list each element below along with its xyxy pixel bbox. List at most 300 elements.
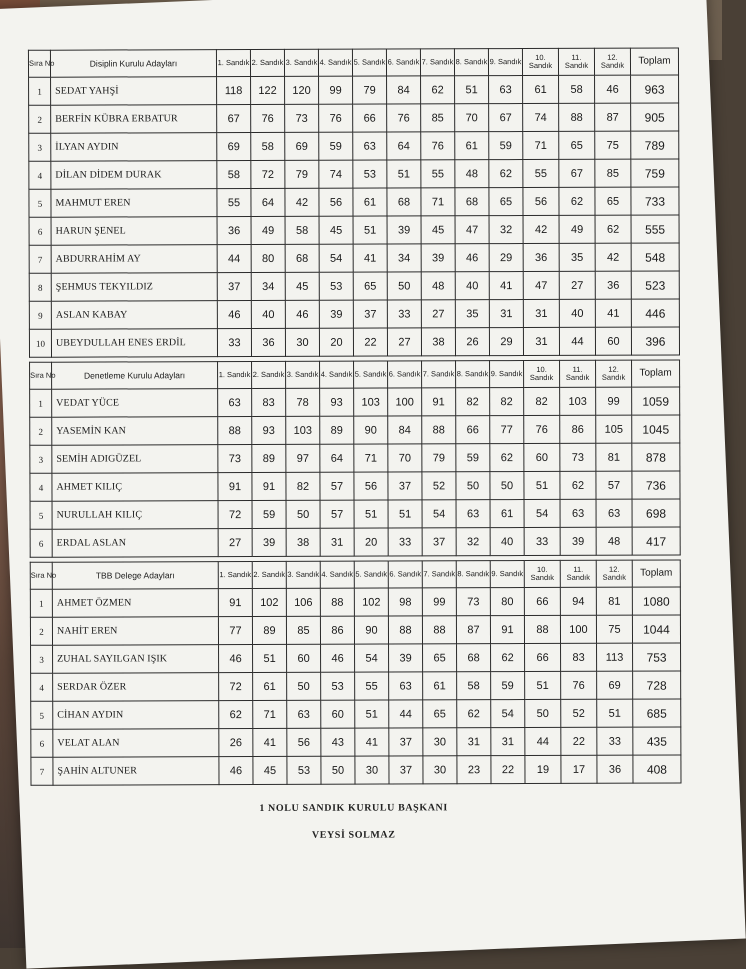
- table-body: [30, 587, 681, 785]
- vote-count: 82: [490, 388, 524, 416]
- column-header-ballot: 1. Sandık: [216, 50, 250, 77]
- table-row: [31, 699, 681, 729]
- vote-count: 51: [253, 644, 287, 672]
- vote-count: 88: [559, 103, 595, 131]
- vote-count: 60: [524, 443, 560, 471]
- vote-count: 55: [217, 189, 251, 217]
- vote-total: 736: [632, 471, 680, 499]
- table-row: [30, 443, 680, 473]
- candidate-name: NURULLAH KILIÇ: [52, 501, 218, 530]
- vote-count: 30: [355, 756, 389, 784]
- vote-count: 40: [490, 528, 524, 556]
- vote-count: 65: [353, 272, 387, 300]
- vote-count: 91: [490, 616, 524, 644]
- vote-count: 35: [559, 243, 595, 271]
- vote-count: 64: [251, 188, 285, 216]
- vote-count: 48: [455, 160, 489, 188]
- candidate-name: ŞAHİN ALTUNER: [53, 757, 219, 786]
- vote-count: 53: [353, 160, 387, 188]
- vote-count: 64: [387, 132, 421, 160]
- table-row: [30, 587, 680, 617]
- column-header-ballot: 3. Sandık: [286, 361, 320, 388]
- vote-count: 77: [218, 617, 252, 645]
- table-header: [30, 560, 680, 589]
- vote-count: 34: [251, 272, 285, 300]
- column-header-ballot: 1. Sandık: [218, 562, 252, 589]
- vote-total: 523: [631, 271, 679, 299]
- vote-count: 79: [353, 76, 387, 104]
- column-header-ballot: 12. Sandık: [596, 560, 632, 587]
- signature-block: [31, 802, 677, 842]
- candidate-name: SERDAR ÖZER: [53, 673, 219, 702]
- vote-total: 1044: [632, 615, 680, 643]
- vote-count: 59: [489, 132, 523, 160]
- vote-count: 63: [489, 76, 523, 104]
- vote-count: 73: [285, 104, 319, 132]
- vote-count: 106: [286, 588, 320, 616]
- vote-count: 57: [320, 472, 354, 500]
- candidate-name: VEDAT YÜCE: [52, 389, 218, 418]
- vote-count: 61: [353, 188, 387, 216]
- vote-count: 68: [285, 244, 319, 272]
- candidate-name: AHMET KILIÇ: [52, 473, 218, 502]
- vote-count: 88: [388, 616, 422, 644]
- vote-count: 41: [253, 728, 287, 756]
- vote-count: 79: [285, 160, 319, 188]
- vote-count: 54: [355, 644, 389, 672]
- vote-total: 396: [631, 327, 679, 355]
- vote-count: 45: [421, 216, 455, 244]
- vote-total: 446: [631, 299, 679, 327]
- vote-count: 76: [421, 132, 455, 160]
- column-header-ballot: 11. Sandık: [558, 48, 594, 75]
- vote-count: 67: [559, 159, 595, 187]
- vote-count: 76: [251, 104, 285, 132]
- vote-count: 47: [455, 216, 489, 244]
- vote-count: 35: [455, 300, 489, 328]
- vote-count: 19: [525, 755, 561, 783]
- vote-count: 86: [560, 415, 596, 443]
- vote-count: 47: [523, 271, 559, 299]
- vote-count: 33: [597, 727, 633, 755]
- column-header-ballot: 2. Sandık: [252, 361, 286, 388]
- vote-total: 1080: [632, 587, 680, 615]
- vote-count: 66: [524, 587, 560, 615]
- vote-count: 82: [456, 388, 490, 416]
- table-row: [29, 243, 679, 273]
- vote-count: 100: [388, 388, 422, 416]
- column-header-ballot: 5. Sandık: [354, 561, 388, 588]
- table-row: [29, 327, 679, 357]
- vote-count: 50: [490, 472, 524, 500]
- vote-count: 63: [218, 389, 252, 417]
- vote-count: 91: [218, 589, 252, 617]
- vote-count: 60: [595, 327, 631, 355]
- vote-count: 44: [559, 327, 595, 355]
- vote-count: 29: [489, 244, 523, 272]
- table-row: [29, 131, 679, 161]
- vote-count: 44: [525, 727, 561, 755]
- chair-name: VEYSİ SOLMAZ: [311, 829, 396, 841]
- vote-count: 59: [491, 672, 525, 700]
- row-number: 3: [31, 645, 53, 673]
- vote-count: 30: [423, 728, 457, 756]
- candidate-name: ABDURRAHİM AY: [51, 245, 217, 274]
- column-header-ballot: 5. Sandık: [354, 361, 388, 388]
- column-header-ballot: 11. Sandık: [560, 360, 596, 387]
- vote-count: 40: [251, 300, 285, 328]
- vote-count: 52: [422, 472, 456, 500]
- vote-total: 878: [632, 443, 680, 471]
- candidate-name: ASLAN KABAY: [51, 301, 217, 330]
- vote-count: 62: [595, 215, 631, 243]
- vote-count: 31: [489, 300, 523, 328]
- vote-total: 555: [631, 215, 679, 243]
- vote-count: 63: [389, 672, 423, 700]
- vote-count: 65: [423, 700, 457, 728]
- vote-count: 31: [457, 728, 491, 756]
- row-number: 7: [31, 757, 53, 785]
- column-header-ballot: 6. Sandık: [388, 361, 422, 388]
- vote-total: 963: [631, 75, 679, 103]
- column-header-ballot: 4. Sandık: [320, 361, 354, 388]
- table-row: [30, 387, 680, 417]
- column-header-ballot: 6. Sandık: [388, 561, 422, 588]
- vote-count: 36: [597, 755, 633, 783]
- vote-count: 51: [387, 160, 421, 188]
- vote-count: 56: [523, 187, 559, 215]
- vote-count: 37: [217, 273, 251, 301]
- table-row: [30, 527, 680, 557]
- row-number: 6: [30, 529, 52, 557]
- column-header-no: Sıra No: [28, 50, 50, 77]
- vote-count: 80: [251, 244, 285, 272]
- table-tbb-delege: [30, 560, 682, 786]
- vote-count: 39: [421, 244, 455, 272]
- column-header-ballot: 4. Sandık: [318, 49, 352, 76]
- vote-count: 70: [455, 104, 489, 132]
- vote-count: 41: [489, 272, 523, 300]
- vote-count: 36: [523, 243, 559, 271]
- column-header-ballot: 6. Sandık: [386, 49, 420, 76]
- vote-count: 31: [320, 528, 354, 556]
- vote-count: 102: [354, 588, 388, 616]
- vote-total: 759: [631, 159, 679, 187]
- vote-count: 103: [560, 387, 596, 415]
- candidate-name: CİHAN AYDIN: [53, 701, 219, 730]
- table-body: [29, 75, 680, 357]
- vote-count: 70: [388, 444, 422, 472]
- vote-count: 54: [422, 500, 456, 528]
- table-row: [31, 727, 681, 757]
- vote-count: 63: [456, 500, 490, 528]
- vote-count: 99: [596, 387, 632, 415]
- vote-count: 33: [388, 528, 422, 556]
- vote-count: 58: [217, 161, 251, 189]
- vote-count: 66: [456, 416, 490, 444]
- column-header-total: Toplam: [632, 360, 680, 387]
- vote-count: 105: [596, 415, 632, 443]
- vote-count: 50: [456, 472, 490, 500]
- row-number: 2: [29, 105, 51, 133]
- vote-count: 51: [388, 500, 422, 528]
- vote-count: 63: [287, 700, 321, 728]
- column-header-ballot: 10. Sandık: [524, 560, 560, 587]
- candidate-name: HARUN ŞENEL: [51, 217, 217, 246]
- vote-count: 79: [422, 444, 456, 472]
- vote-count: 60: [287, 644, 321, 672]
- column-header-ballot: 7. Sandık: [422, 361, 456, 388]
- vote-count: 53: [287, 756, 321, 784]
- vote-count: 36: [217, 217, 251, 245]
- vote-count: 32: [489, 216, 523, 244]
- vote-count: 62: [421, 76, 455, 104]
- vote-count: 22: [491, 756, 525, 784]
- vote-count: 71: [421, 188, 455, 216]
- vote-count: 62: [559, 187, 595, 215]
- vote-count: 65: [423, 644, 457, 672]
- vote-count: 51: [524, 471, 560, 499]
- column-header-ballot: 2. Sandık: [250, 49, 284, 76]
- table-row: [30, 499, 680, 529]
- vote-count: 38: [421, 328, 455, 356]
- vote-count: 23: [457, 756, 491, 784]
- vote-count: 91: [252, 472, 286, 500]
- row-number: 5: [30, 501, 52, 529]
- vote-count: 58: [457, 672, 491, 700]
- vote-count: 26: [455, 328, 489, 356]
- vote-count: 34: [387, 244, 421, 272]
- table-row: [29, 299, 679, 329]
- vote-count: 87: [456, 616, 490, 644]
- vote-count: 85: [286, 616, 320, 644]
- vote-count: 27: [559, 271, 595, 299]
- vote-count: 102: [252, 588, 286, 616]
- vote-count: 52: [561, 699, 597, 727]
- vote-count: 83: [252, 388, 286, 416]
- column-header-total: Toplam: [630, 48, 678, 75]
- vote-count: 78: [286, 388, 320, 416]
- vote-count: 76: [524, 415, 560, 443]
- vote-count: 87: [595, 103, 631, 131]
- column-header-ballot: 8. Sandık: [456, 361, 490, 388]
- vote-count: 44: [217, 245, 251, 273]
- vote-count: 27: [218, 529, 252, 557]
- candidate-name: ERDAL ASLAN: [52, 529, 218, 558]
- vote-count: 44: [389, 700, 423, 728]
- vote-count: 90: [354, 416, 388, 444]
- vote-count: 46: [219, 757, 253, 785]
- vote-count: 50: [525, 699, 561, 727]
- vote-total: 753: [633, 643, 681, 671]
- vote-total: 728: [633, 671, 681, 699]
- vote-count: 88: [422, 616, 456, 644]
- vote-count: 62: [489, 160, 523, 188]
- vote-count: 61: [423, 672, 457, 700]
- vote-count: 103: [286, 416, 320, 444]
- vote-count: 66: [353, 104, 387, 132]
- vote-count: 42: [523, 215, 559, 243]
- header-row: [30, 360, 680, 389]
- vote-count: 60: [321, 700, 355, 728]
- vote-count: 39: [560, 527, 596, 555]
- row-number: 1: [30, 389, 52, 417]
- vote-count: 71: [253, 700, 287, 728]
- vote-count: 30: [423, 756, 457, 784]
- vote-count: 91: [218, 473, 252, 501]
- candidate-name: VELAT ALAN: [53, 729, 219, 758]
- vote-count: 89: [252, 444, 286, 472]
- vote-total: 1059: [632, 387, 680, 415]
- column-header-total: Toplam: [632, 560, 680, 587]
- table-row: [29, 103, 679, 133]
- vote-count: 85: [421, 104, 455, 132]
- candidate-name: AHMET ÖZMEN: [52, 589, 218, 618]
- vote-count: 69: [217, 133, 251, 161]
- vote-count: 63: [560, 499, 596, 527]
- vote-count: 68: [455, 188, 489, 216]
- column-header-ballot: 3. Sandık: [284, 49, 318, 76]
- row-number: 5: [31, 701, 53, 729]
- vote-count: 53: [321, 672, 355, 700]
- vote-count: 39: [387, 216, 421, 244]
- column-header-ballot: 7. Sandık: [420, 49, 454, 76]
- column-header-ballot: 2. Sandık: [252, 561, 286, 588]
- vote-total: 435: [633, 727, 681, 755]
- vote-count: 37: [353, 300, 387, 328]
- vote-count: 37: [389, 756, 423, 784]
- vote-count: 63: [596, 499, 632, 527]
- vote-count: 72: [218, 501, 252, 529]
- vote-count: 71: [354, 444, 388, 472]
- vote-count: 51: [597, 699, 633, 727]
- row-number: 7: [29, 245, 51, 273]
- vote-count: 73: [456, 588, 490, 616]
- vote-count: 62: [219, 701, 253, 729]
- vote-count: 69: [597, 671, 633, 699]
- vote-count: 41: [353, 244, 387, 272]
- vote-count: 72: [251, 160, 285, 188]
- vote-count: 58: [285, 216, 319, 244]
- vote-count: 51: [355, 700, 389, 728]
- row-number: 6: [29, 217, 51, 245]
- vote-count: 27: [387, 328, 421, 356]
- vote-count: 61: [455, 132, 489, 160]
- vote-count: 98: [388, 588, 422, 616]
- vote-count: 48: [596, 527, 632, 555]
- vote-count: 20: [319, 328, 353, 356]
- vote-count: 89: [320, 416, 354, 444]
- column-header-ballot: 10. Sandık: [522, 48, 558, 75]
- vote-count: 37: [422, 528, 456, 556]
- vote-count: 59: [456, 444, 490, 472]
- vote-total: 408: [633, 755, 681, 783]
- vote-total: 698: [632, 499, 680, 527]
- vote-count: 37: [389, 728, 423, 756]
- vote-count: 49: [559, 215, 595, 243]
- vote-count: 76: [319, 104, 353, 132]
- column-header-ballot: 1. Sandık: [218, 362, 252, 389]
- candidate-name: UBEYDULLAH ENES ERDİL: [51, 329, 217, 358]
- table-row: [31, 755, 681, 785]
- vote-count: 50: [287, 672, 321, 700]
- vote-count: 99: [319, 76, 353, 104]
- candidate-name: ZUHAL SAYILGAN IŞIK: [53, 645, 219, 674]
- vote-count: 61: [523, 75, 559, 103]
- vote-count: 33: [217, 329, 251, 357]
- vote-total: 789: [631, 131, 679, 159]
- column-header-no: Sıra No: [30, 562, 52, 589]
- vote-count: 75: [595, 131, 631, 159]
- vote-count: 88: [422, 416, 456, 444]
- vote-count: 122: [251, 76, 285, 104]
- vote-count: 73: [218, 445, 252, 473]
- vote-count: 59: [319, 132, 353, 160]
- vote-count: 57: [320, 500, 354, 528]
- vote-count: 84: [387, 76, 421, 104]
- vote-count: 51: [525, 671, 561, 699]
- table-row: [29, 75, 679, 105]
- vote-count: 56: [319, 188, 353, 216]
- vote-count: 29: [489, 328, 523, 356]
- vote-count: 76: [387, 104, 421, 132]
- header-row: [28, 48, 678, 77]
- vote-count: 31: [523, 327, 559, 355]
- vote-count: 41: [595, 299, 631, 327]
- column-header-ballot: 4. Sandık: [320, 561, 354, 588]
- vote-count: 59: [252, 500, 286, 528]
- vote-count: 61: [253, 672, 287, 700]
- vote-total: 905: [631, 103, 679, 131]
- vote-count: 81: [596, 443, 632, 471]
- vote-count: 103: [354, 388, 388, 416]
- table-row: [30, 471, 680, 501]
- vote-count: 50: [387, 272, 421, 300]
- vote-count: 46: [595, 75, 631, 103]
- column-header-ballot: 8. Sandık: [456, 561, 490, 588]
- row-number: 4: [31, 673, 53, 701]
- candidate-name: DİLAN DİDEM DURAK: [51, 161, 217, 190]
- column-header-ballot: 3. Sandık: [286, 561, 320, 588]
- vote-count: 88: [524, 615, 560, 643]
- row-number: 6: [31, 729, 53, 757]
- vote-count: 68: [457, 644, 491, 672]
- vote-count: 42: [285, 188, 319, 216]
- header-row: [30, 560, 680, 589]
- vote-count: 53: [319, 272, 353, 300]
- vote-count: 94: [560, 587, 596, 615]
- vote-count: 45: [285, 272, 319, 300]
- vote-count: 20: [354, 528, 388, 556]
- vote-count: 89: [252, 616, 286, 644]
- vote-count: 83: [561, 643, 597, 671]
- column-header-no: Sıra No: [30, 362, 52, 389]
- vote-count: 46: [321, 644, 355, 672]
- vote-count: 55: [523, 159, 559, 187]
- vote-count: 51: [353, 216, 387, 244]
- vote-count: 39: [252, 528, 286, 556]
- row-number: 9: [29, 301, 51, 329]
- vote-count: 120: [285, 76, 319, 104]
- table-row: [31, 643, 681, 673]
- column-header-ballot: 7. Sandık: [422, 561, 456, 588]
- vote-count: 46: [285, 300, 319, 328]
- vote-count: 62: [491, 644, 525, 672]
- vote-count: 56: [287, 728, 321, 756]
- vote-count: 97: [286, 444, 320, 472]
- row-number: 4: [30, 473, 52, 501]
- vote-count: 50: [286, 500, 320, 528]
